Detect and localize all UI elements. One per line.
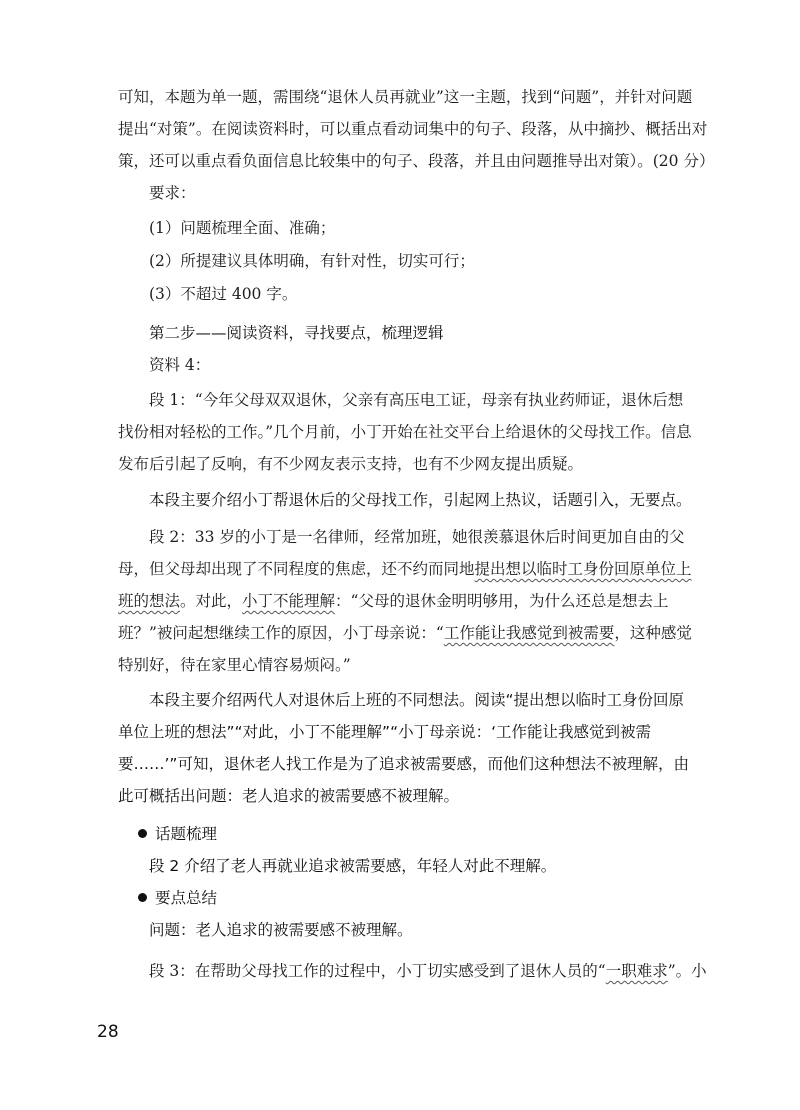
topic-text: 段 2 介绍了老人再就业追求被需要感，年轻人对此不理解。: [149, 857, 557, 875]
paragraph-1-note: 本段主要介绍小丁帮退休后的父母找工作，引起网上热议，话题引入，无要点。: [149, 491, 692, 509]
topic-label-text: 话题梳理: [155, 825, 218, 843]
paragraph-2: [118, 521, 692, 681]
step-heading: 第二步——阅读资料，寻找要点，梳理逻辑: [149, 324, 444, 342]
material-label: 资料 4：: [149, 356, 211, 374]
intro-line-2: 提出“对策”。在阅读资料时，可以重点看动词集中的句子、段落，从中摘抄、概括出对: [118, 120, 708, 138]
summary-label: [138, 882, 217, 914]
summary-text: 问题：老人追求的被需要感不被理解。: [149, 921, 413, 939]
paragraph-1: 段 1：“今年父母双双退休，父亲有高压电工证，母亲有执业药师证，退休后想找份相对轻松的工作。”几个月前，小丁开始在社交平台上给退休的父母找工作。信息发布后引起了反响，有不少网友表示支持，也有不少网友提出质疑。: [118, 391, 692, 473]
wavy-underlined-phrase: 提出想以临时工身份回原单位上班的想法: [118, 560, 692, 610]
bullet-icon: [138, 893, 147, 902]
topic-label: [138, 818, 217, 850]
wavy-underlined-phrase: 小丁不能理解: [242, 592, 336, 610]
paragraph-2-text: 。对此，: [180, 592, 243, 610]
paragraph-3-text: ”。小: [667, 962, 707, 980]
bullet-icon: [138, 829, 147, 838]
paragraph-2-text: ，这种感觉特别好，待在家里心情容易烦闷。”: [118, 624, 692, 674]
paragraph-2-note: 本段主要介绍两代人对退休后上班的不同想法。阅读“提出想以临时工身份回原单位上班的想法”“对此，小丁不能理解”“小丁母亲说：‘工作能让我感觉到被需要……’”可知，退休老人找工作是为了追求被需要感，而他们这种想法不被理解，由此可概括出问题：老人追求的被需要感不被理解。: [118, 691, 689, 805]
paragraph-2-text: ：“父母的退休金明明够用，为什么还总是想去上班？”被问起想继续工作的原因，小丁母亲说：“: [118, 592, 669, 642]
intro-line-1: 可知，本题为单一题，需围绕“退休人员再就业”这一主题，找到“问题”，并针对问题: [118, 88, 693, 106]
paragraph-2-text: 段 2：33 岁的小丁是一名律师，经常加班，她很羡慕退休后时间更加自由的父母，但父母却出现了不同程度的焦虑，还不约而同地: [118, 528, 685, 578]
requirement-item: (2）所提建议具体明确，有针对性，切实可行；: [149, 252, 475, 270]
paragraph-3-text: 段 3：在帮助父母找工作的过程中，小丁切实感受到了退休人员的“: [149, 962, 606, 980]
summary-label-text: 要点总结: [155, 889, 218, 907]
paragraph-3: [118, 955, 707, 987]
wavy-underlined-phrase: 一职难求: [605, 962, 668, 980]
wavy-underlined-phrase: 工作能让我感觉到被需要: [443, 624, 615, 642]
page-number: 28: [97, 1022, 119, 1042]
requirement-item: (1）问题梳理全面、准确；: [149, 219, 336, 237]
requirements-label: 要求：: [149, 184, 196, 202]
requirement-item: (3）不超过 400 字。: [149, 285, 298, 303]
intro-line-3: 策，还可以重点看负面信息比较集中的句子、段落，并且由问题推导出对策）。(20 分）: [118, 152, 715, 170]
